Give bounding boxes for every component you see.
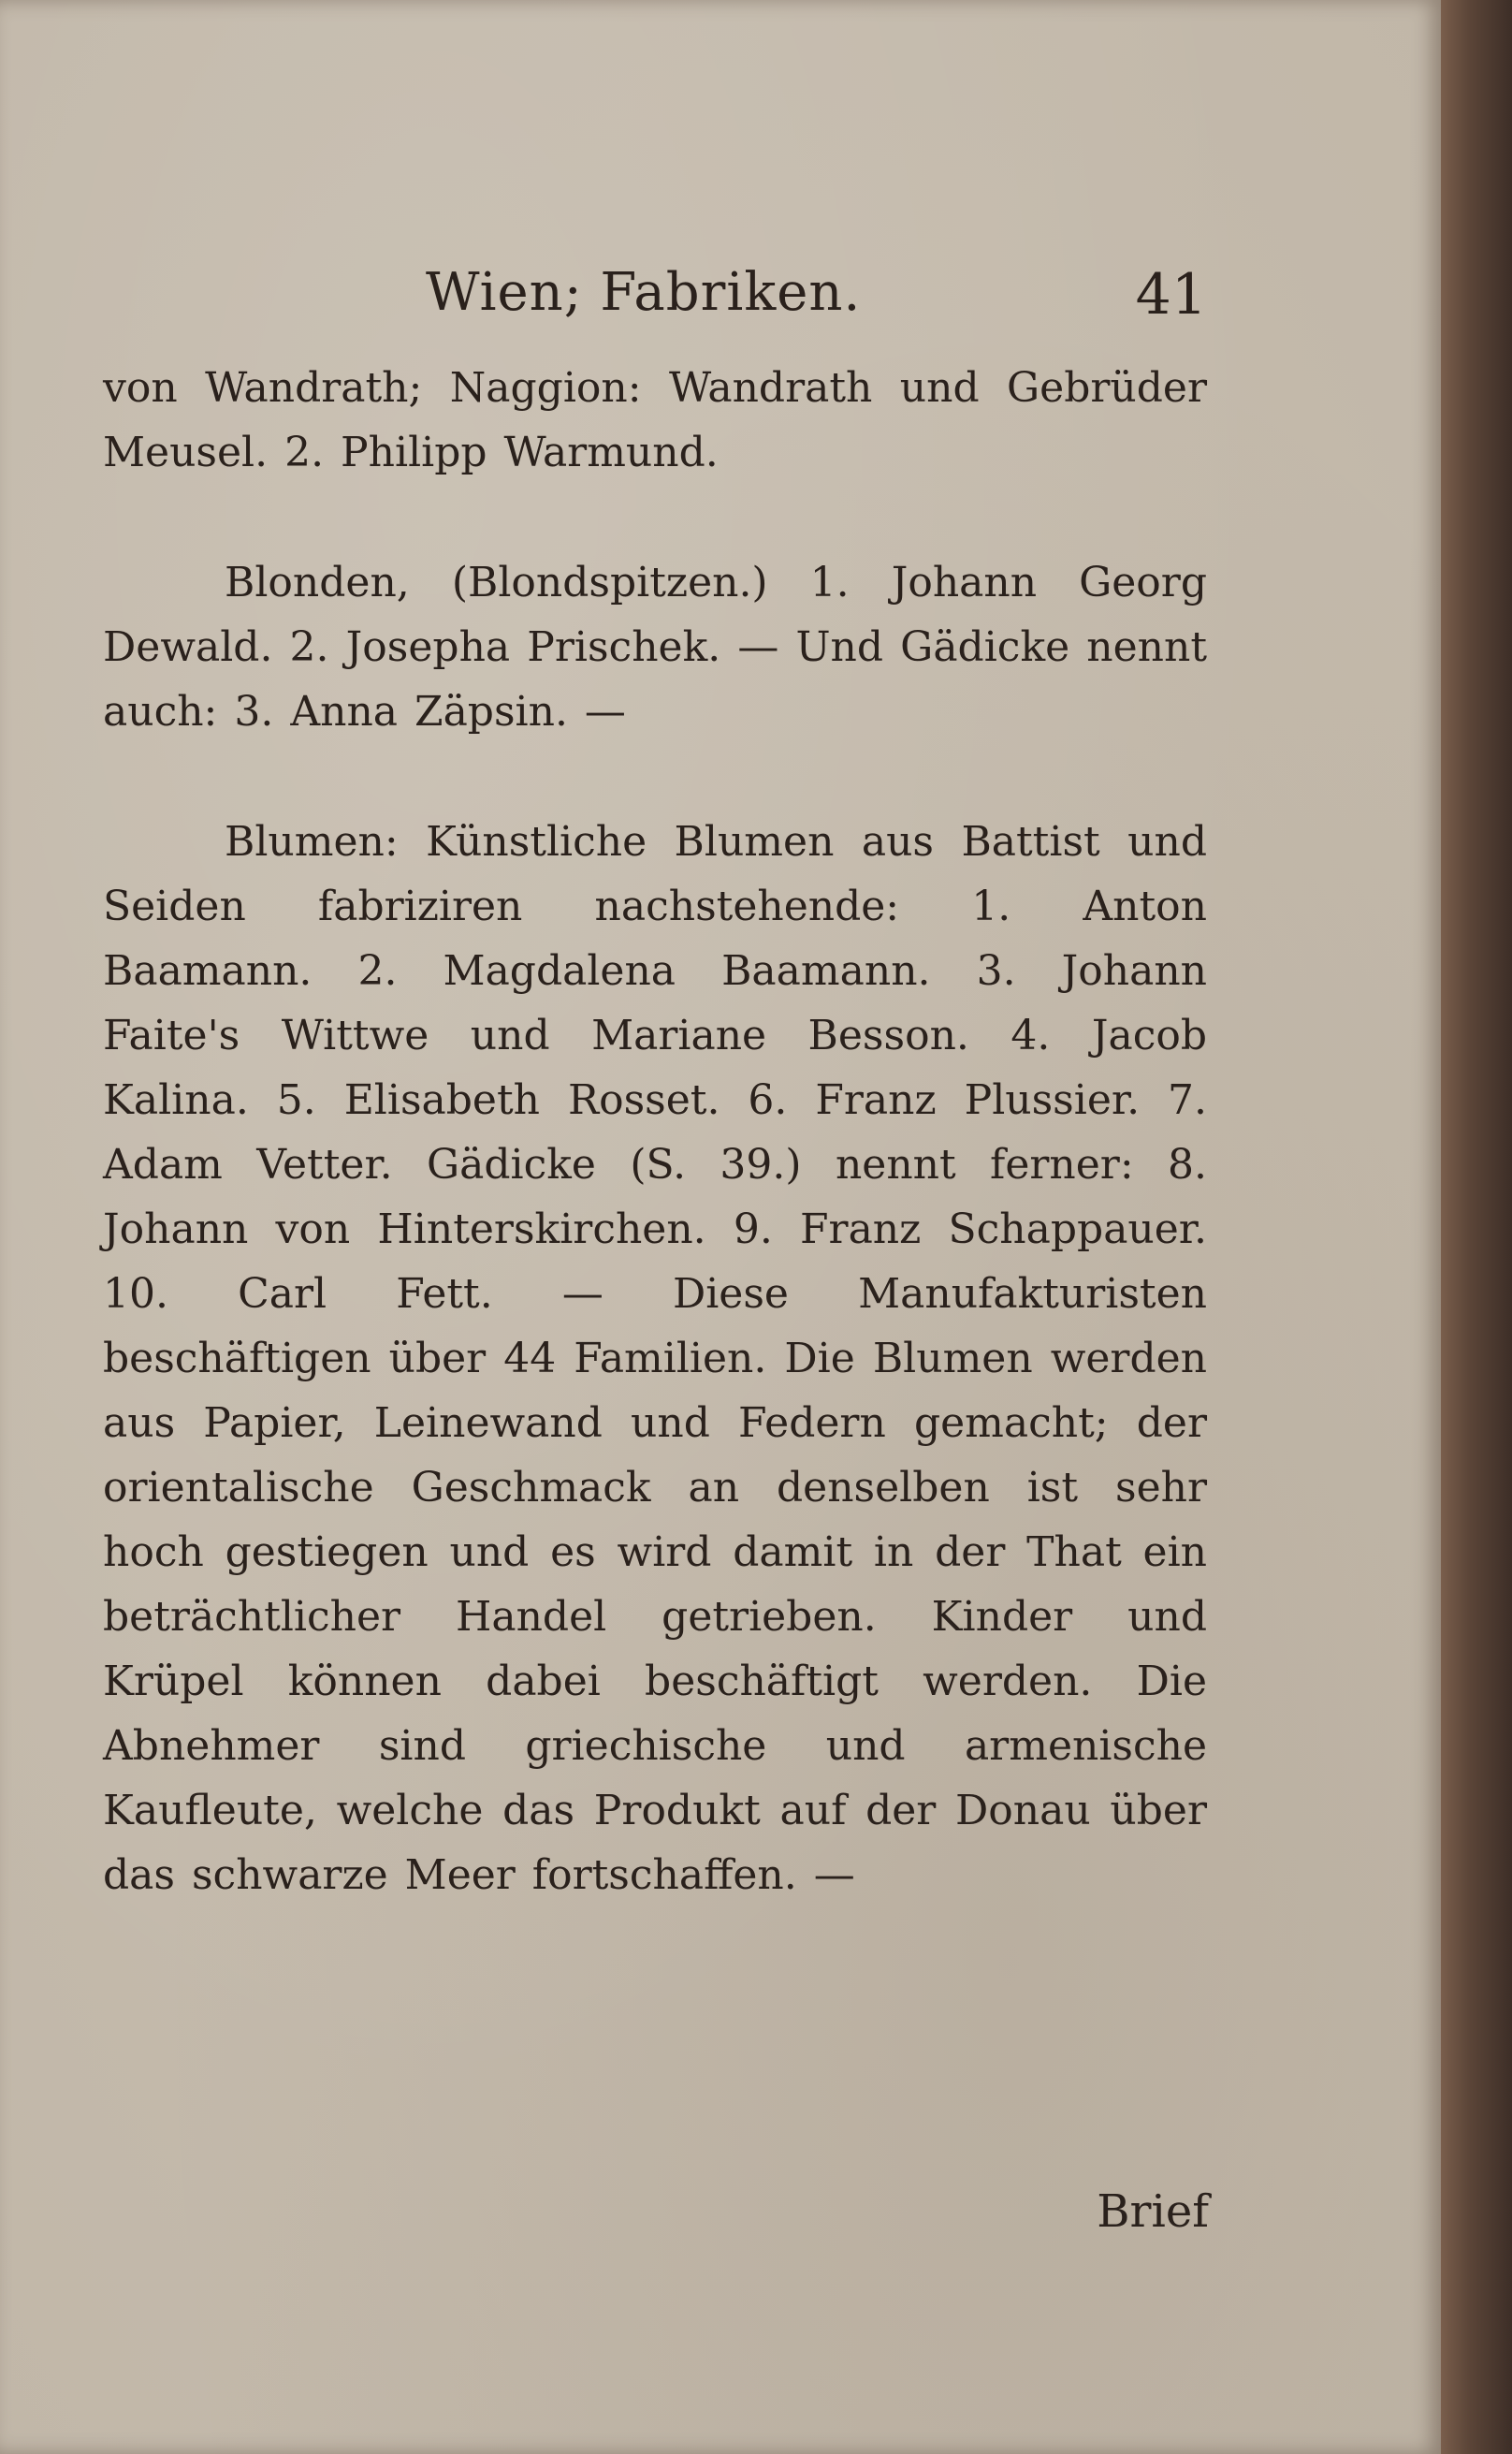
paragraph-blonden: Blonden, (Blondspitzen.) 1. Johann Georg Dewald. 2. Josepha Prischek. — Und Gädicke nennt auch: 3. Anna Zäpsin. — bbox=[103, 559, 1207, 736]
paragraph-gap bbox=[103, 485, 1207, 550]
catchword: Brief bbox=[1097, 2185, 1209, 2238]
text-block bbox=[103, 262, 1209, 2238]
paragraph-blumen: Blumen: Künstliche Blumen aus Battist und Seiden fabriziren nachstehende: 1. Anton Baamann. 2. Magdalena Baamann. 3. Johann Faite's Wittwe und Mariane Besson. 4. Jacob Kalina. 5. Elisabeth Rosset. 6. Franz Plussier. 7. Adam Vetter. Gädicke (S. 39.) nennt ferner: 8. Johann von Hinterskirchen. 9. Franz Schappauer. 10. Carl Fett. — Diese Manufakturisten beschäftigen über 44 Familien. Die Blumen werden aus Papier, Leinewand und Federn gemacht; der orientalische Geschmack an denselben ist sehr hoch gestiegen und es wird damit in der That ein beträchtlicher Handel getrieben. Kinder und Krüpel können dabei beschäftigt werden. Die Abnehmer sind griechische und armenische Kaufleute, welche das Produkt auf der Donau über das schwarze Meer fortschaffen. — bbox=[103, 818, 1207, 1899]
running-title: Wien; Fabriken. bbox=[426, 262, 862, 323]
paragraph-gap bbox=[103, 744, 1207, 810]
paragraph-continuation: von Wandrath; Naggion: Wandrath und Gebrüder Meusel. 2. Philipp Warmund. bbox=[103, 364, 1207, 476]
page-number: 41 bbox=[1135, 262, 1207, 328]
page-edge bbox=[1441, 0, 1512, 2454]
running-head bbox=[103, 262, 1207, 346]
